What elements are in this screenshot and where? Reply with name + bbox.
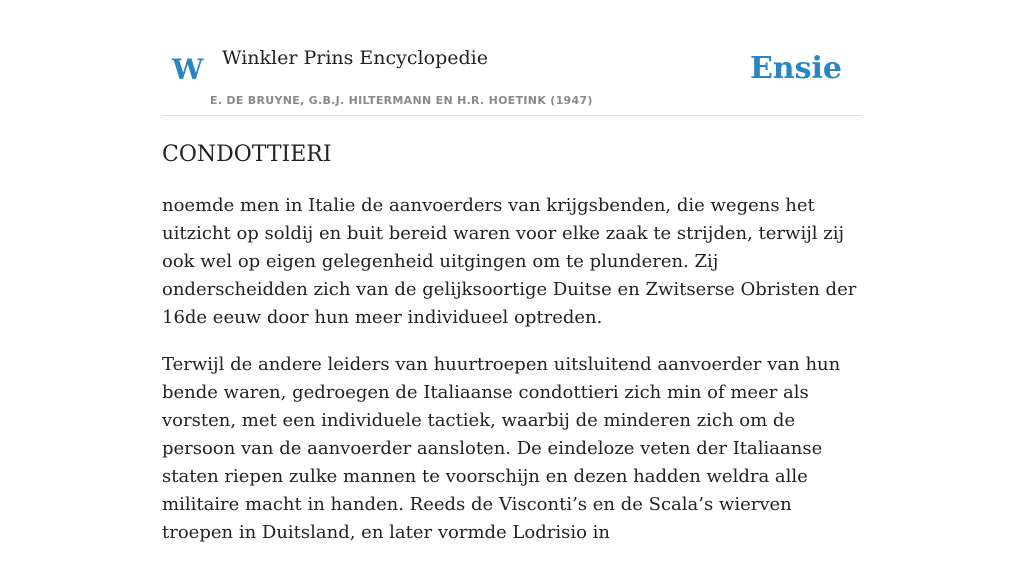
book-authors: E. DE BRUYNE, G.B.J. HILTERMANN EN H.R. HOETINK (1947) [210, 94, 593, 107]
article-title: CONDOTTIERI [162, 142, 332, 167]
book-title[interactable]: Winkler Prins Encyclopedie [222, 47, 488, 69]
header [162, 0, 862, 116]
page [162, 0, 862, 543]
winkler-prins-logo[interactable]: W [172, 53, 204, 86]
article-paragraph: noemde men in Italie de aanvoerders van krijgsbenden, die wegens het uitzicht op soldij en buit bereid waren voor elke zaak te strijden, terwijl zij ook wel op eigen gelegenheid uitgingen om te plunderen. Zij onderscheidden zich van de gelijksoortige Duitse en Zwitserse Obristen der 16de eeuw door hun meer individueel optreden. [162, 195, 857, 328]
article-body [162, 192, 862, 566]
article-paragraph: Terwijl de andere leiders van huurtroepen uitsluitend aanvoerder van hun bende waren, gedroegen de Italiaanse condottieri zich min of meer als vorsten, met een individuele tactiek, waarbij de minderen zich om de persoon van de aanvoerder aansloten. De eindeloze veten der Italiaanse staten riepen zulke mannen te voorschijn en dezen hadden weldra alle militaire macht in handen. Reeds de Visconti’s en de Scala’s wierven troepen in Duitsland, en later vormde Lodrisio in [162, 354, 841, 543]
ensie-logo[interactable]: Ensie [749, 51, 842, 86]
